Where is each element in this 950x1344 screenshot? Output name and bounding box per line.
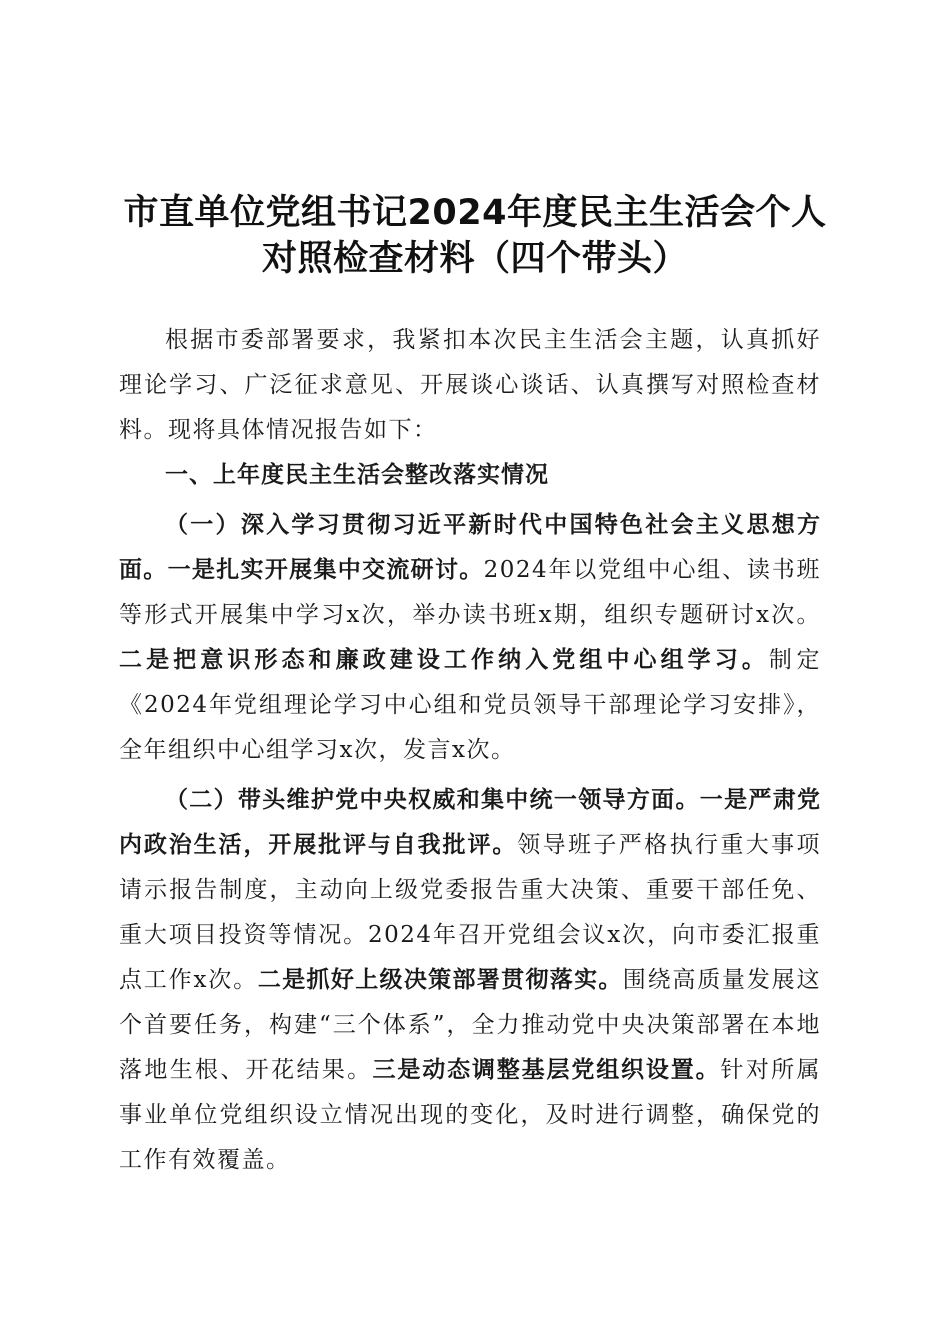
subsection-1-point-1-text: 2024年以党组中心组、读书班等形式开展集中学习x次，举办读书班x期，组织专题研讨x次。 xyxy=(119,557,822,628)
subsection-2-point-1-label: 一是严肃党内政治生活，开展批评与自我批评。 xyxy=(119,787,822,858)
document-body xyxy=(119,318,821,1183)
subsection-1-point-2-label: 二是把意识形态和廉政建设工作纳入党组中心组学习。 xyxy=(119,647,769,673)
section-1-heading: 一、上年度民主生活会整改落实情况 xyxy=(165,462,549,488)
title-line-1: 市直单位党组书记2024年度民主生活会个人 xyxy=(123,193,827,233)
title-line-2: 对照检查材料（四个带头） xyxy=(261,239,688,279)
subsection-2-point-3-label: 三是动态调整基层党组织设置。 xyxy=(372,1057,721,1083)
subsection-1-paragraph xyxy=(119,503,821,773)
subsection-1-point-1-label: 一是扎实开展集中交流研讨。 xyxy=(167,557,484,583)
subsection-2-point-1-text: 领导班子严格执行重大事项请示报告制度，主动向上级党委报告重大决策、重要干部任免、重大项目投资等情况。2024年召开党组会议x次，向市委汇报重点工作x次。 xyxy=(119,832,822,993)
subsection-2-point-2-text: 围绕高质量发展这个首要任务，构建“三个体系”，全力推动党中央决策部署在本地落地生根、开花结果。 xyxy=(119,967,822,1083)
intro-paragraph: 根据市委部署要求，我紧扣本次民主生活会主题，认真抓好理论学习、广泛征求意见、开展谈心谈话、认真撰写对照检查材料。现将具体情况报告如下： xyxy=(119,327,821,443)
subsection-2-paragraph xyxy=(119,778,821,1183)
subsection-1-point-2-text: 制定《2024年党组理论学习中心组和党员领导干部理论学习安排》，全年组织中心组学习x次，发言x次。 xyxy=(119,647,822,763)
subsection-2-point-2-label: 二是抓好上级决策部署贯彻落实。 xyxy=(257,967,623,993)
subsection-2-point-3-text: 针对所属事业单位党组织设立情况出现的变化，及时进行调整，确保党的工作有效覆盖。 xyxy=(119,1057,822,1173)
subsection-2-heading: （二）带头维护党中央权威和集中统一领导方面。 xyxy=(165,787,700,813)
subsection-1-heading: （一）深入学习贯彻习近平新时代中国特色社会主义思想方面。 xyxy=(119,512,821,583)
document-title xyxy=(96,190,854,282)
